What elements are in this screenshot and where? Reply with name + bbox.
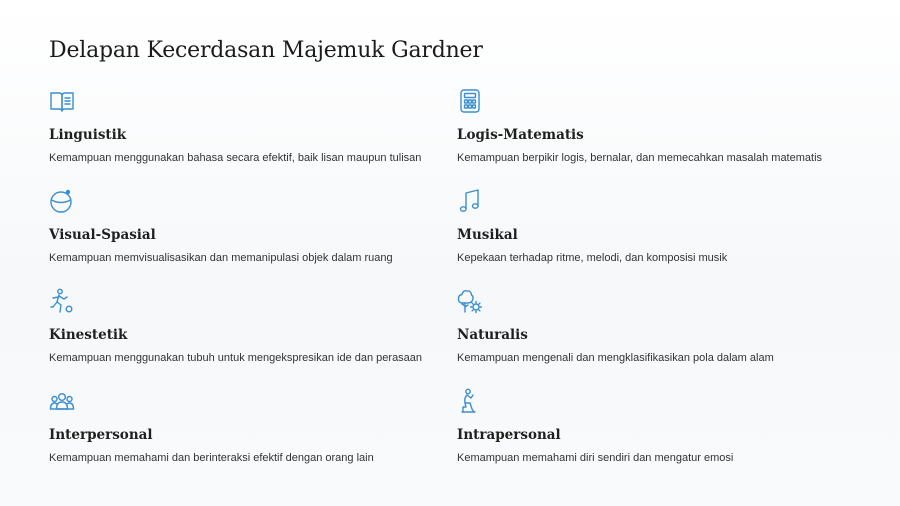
intelligence-item-kinestetik: [49, 286, 457, 386]
intelligence-item-intrapersonal: [457, 386, 857, 486]
book-open-icon: [49, 88, 75, 114]
intelligence-item-musikal: [457, 186, 857, 286]
item-description: Kemampuan memahami dan berinteraksi efektif dengan orang lain: [49, 452, 374, 464]
item-description: Kemampuan memvisualisasikan dan memanipulasi objek dalam ruang: [49, 252, 393, 264]
intelligence-grid: [49, 86, 869, 486]
person-kicking-ball-icon: [49, 288, 75, 314]
calculator-icon: [457, 88, 483, 114]
item-description: Kepekaan terhadap ritme, melodi, dan komposisi musik: [457, 252, 728, 264]
intelligence-item-visual-spasial: [49, 186, 457, 286]
item-title: Logis-Matematis: [457, 127, 584, 143]
item-description: Kemampuan memahami diri sendiri dan mengatur emosi: [457, 452, 734, 464]
people-group-icon: [49, 388, 75, 414]
intelligence-item-logis-matematis: [457, 86, 857, 186]
item-description: Kemampuan menggunakan bahasa secara efektif, baik lisan maupun tulisan: [49, 152, 422, 164]
page-title: Delapan Kecerdasan Majemuk Gardner: [49, 38, 483, 63]
item-description: Kemampuan mengenali dan mengklasifikasikan pola dalam alam: [457, 352, 774, 364]
item-description: Kemampuan menggunakan tubuh untuk mengekspresikan ide dan perasaan: [49, 352, 423, 364]
intelligence-item-naturalis: [457, 286, 857, 386]
intelligence-item-linguistik: [49, 86, 457, 186]
item-title: Kinestetik: [49, 327, 128, 343]
music-note-icon: [457, 188, 483, 214]
intelligence-item-interpersonal: [49, 386, 457, 486]
planet-icon: [49, 188, 75, 214]
item-title: Intrapersonal: [457, 427, 561, 443]
item-title: Visual-Spasial: [49, 227, 156, 243]
tree-sun-icon: [457, 288, 483, 314]
person-praying-icon: [457, 388, 483, 414]
item-title: Naturalis: [457, 327, 528, 343]
item-title: Linguistik: [49, 127, 127, 143]
item-title: Interpersonal: [49, 427, 153, 443]
item-title: Musikal: [457, 227, 518, 243]
item-description: Kemampuan berpikir logis, bernalar, dan memecahkan masalah matematis: [457, 152, 823, 164]
